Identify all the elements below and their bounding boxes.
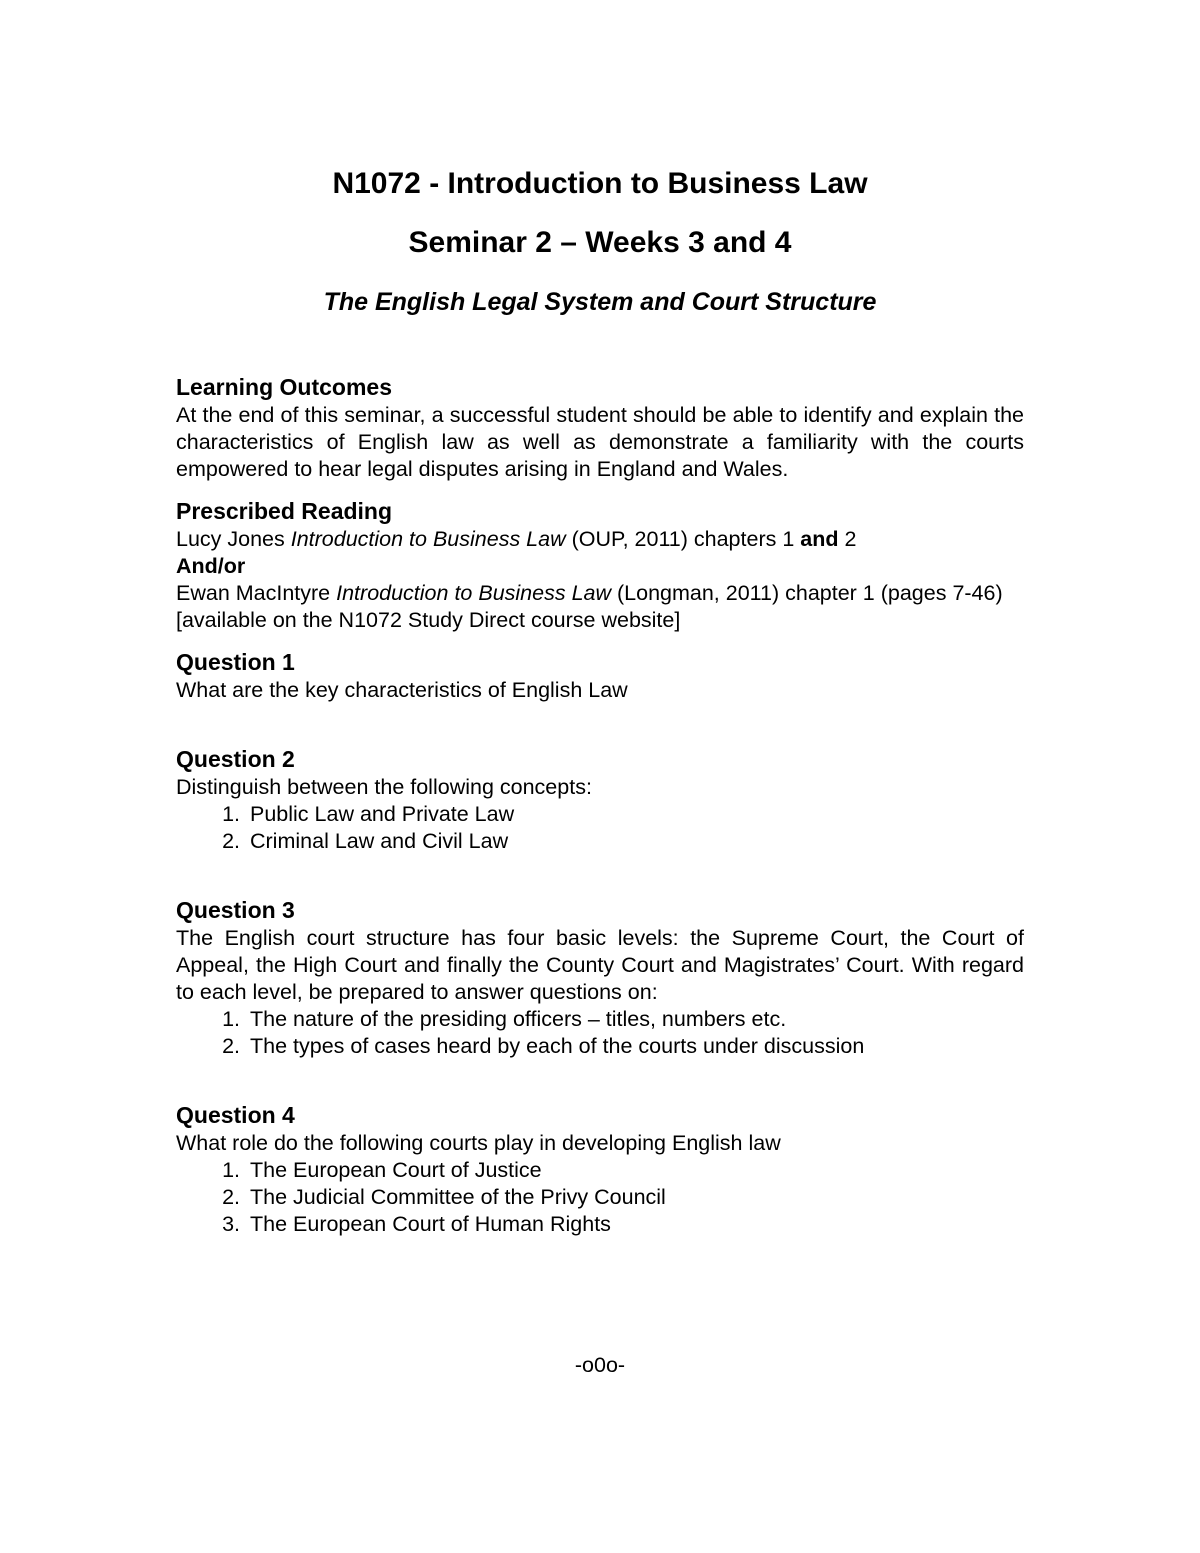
prescribed-reading-section: [176, 496, 1024, 634]
reading-andor: [176, 553, 1024, 580]
question-4-heading: Question 4: [176, 1102, 295, 1128]
book-2-details: (Longman, 2011) chapter 1 (pages 7-46) [available on the N1072 Study Direct course website]: [176, 581, 1003, 632]
list-item: 2. Criminal Law and Civil Law: [246, 828, 1024, 855]
question-2-section: [176, 744, 1024, 855]
book-1-author: Lucy Jones: [176, 527, 291, 551]
andor-label: And/or: [176, 554, 246, 578]
question-2-text: Distinguish between the following concepts:: [176, 775, 592, 799]
book-1-title: Introduction to Business Law: [290, 527, 566, 551]
list-item: 2. The types of cases heard by each of the courts under discussion: [246, 1033, 1024, 1060]
book-2-author: Ewan MacIntyre: [176, 581, 337, 605]
prescribed-reading-heading: Prescribed Reading: [176, 498, 393, 524]
end-mark: -o0o-: [574, 1353, 626, 1377]
question-4-section: [176, 1100, 1024, 1238]
question-4-list: [176, 1157, 1024, 1238]
book-1-and: and: [800, 527, 839, 551]
question-1-section: [176, 647, 1024, 704]
list-item: 1. Public Law and Private Law: [246, 801, 1024, 828]
book-1-end: 2: [838, 527, 857, 551]
seminar-title: Seminar 2 – Weeks 3 and 4: [408, 226, 792, 259]
learning-outcomes-heading: Learning Outcomes: [176, 374, 392, 400]
question-3-section: [176, 895, 1024, 1060]
learning-outcomes-text: At the end of this seminar, a successful student should be able to identify and explain the characteristics of English law as well as demonstrate a familiarity with the courts empowered to hear legal disputes arising in England and Wales.: [176, 403, 1024, 481]
document-body: [176, 372, 1024, 1238]
list-item: 1. The nature of the presiding officers – titles, numbers etc.: [246, 1006, 1024, 1033]
question-3-text: The English court structure has four basic levels: the Supreme Court, the Court of Appeal, the High Court and finally the County Court and Magistrates’ Court. With regard to each level, be prepared to answer questions on:: [176, 926, 1024, 1004]
book-1-details: (OUP, 2011) chapters 1: [565, 527, 801, 551]
question-1-text: What are the key characteristics of English Law: [176, 678, 628, 702]
question-3-heading: Question 3: [176, 897, 295, 923]
list-item: 2. The Judicial Committee of the Privy Council: [246, 1184, 1024, 1211]
list-item: 3. The European Court of Human Rights: [246, 1211, 1024, 1238]
book-2-title: Introduction to Business Law: [336, 581, 612, 605]
question-1-heading: Question 1: [176, 649, 295, 675]
topic-title: The English Legal System and Court Structure: [323, 288, 877, 316]
learning-outcomes-section: [176, 372, 1024, 483]
question-2-heading: Question 2: [176, 746, 295, 772]
course-title: N1072 - Introduction to Business Law: [332, 167, 868, 200]
reading-book-2: [176, 580, 1024, 634]
question-4-text: What role do the following courts play in developing English law: [176, 1131, 781, 1155]
question-3-list: [176, 1006, 1024, 1060]
reading-book-1: [176, 526, 1024, 553]
list-item: 1. The European Court of Justice: [246, 1157, 1024, 1184]
question-2-list: [176, 801, 1024, 855]
